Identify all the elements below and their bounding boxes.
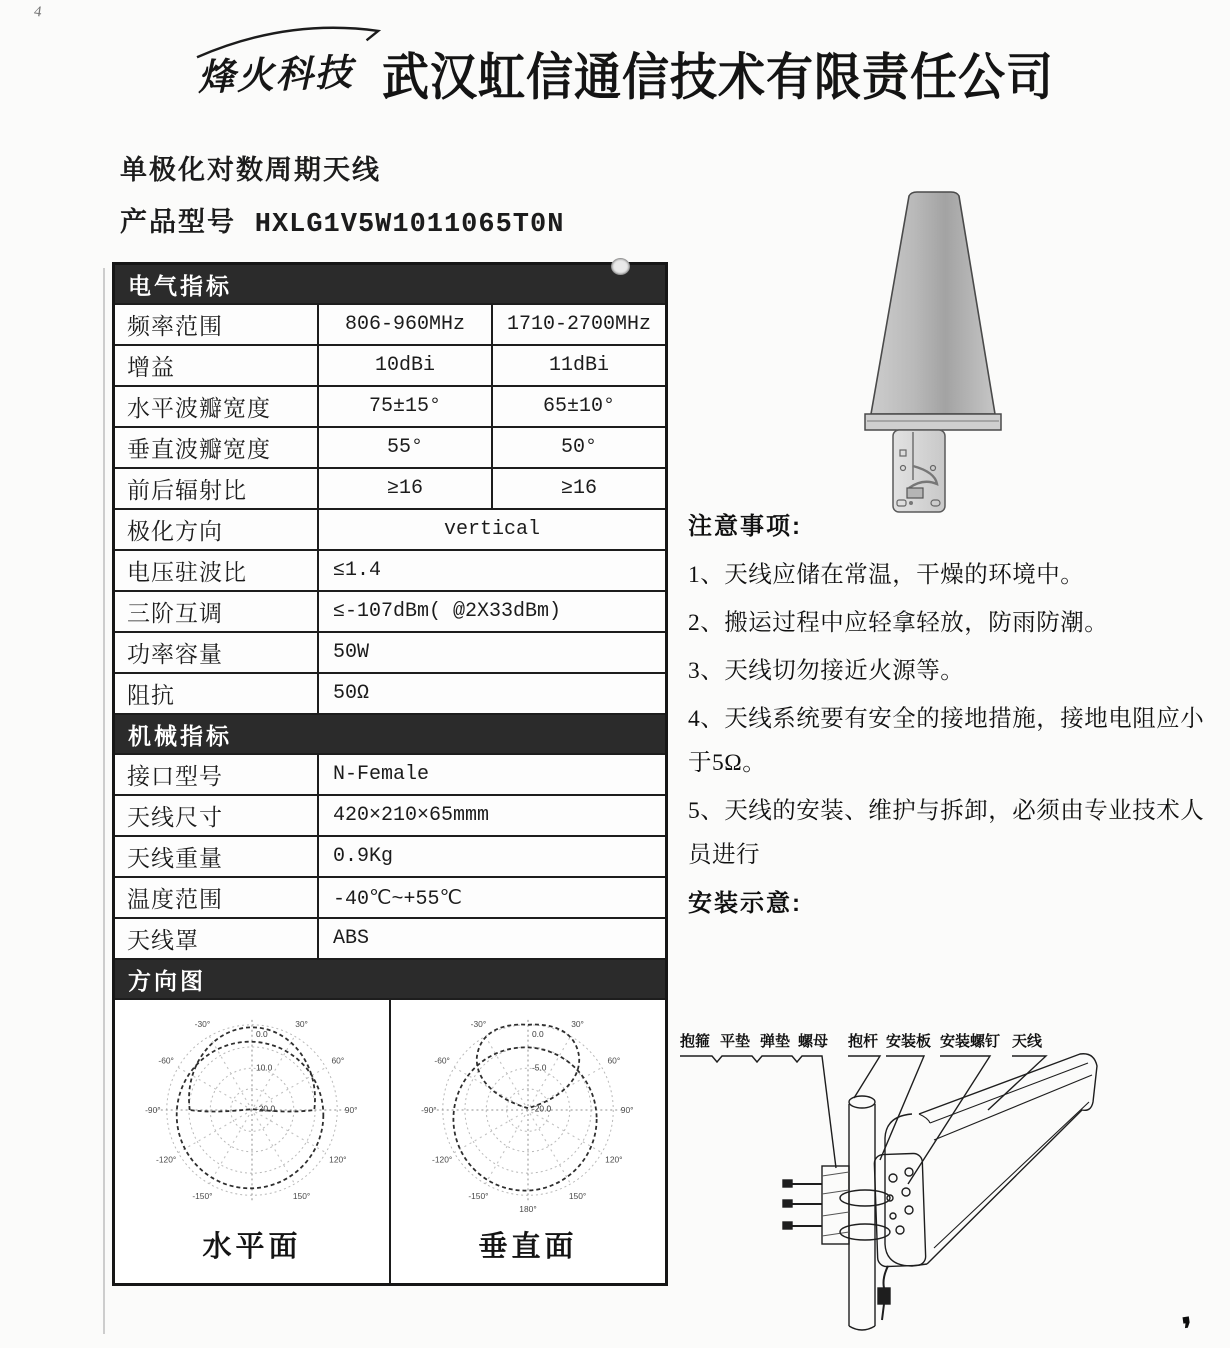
model-label: 产品型号 xyxy=(120,207,236,237)
horizontal-plane-polar-chart xyxy=(138,1010,366,1222)
table-row xyxy=(115,631,665,672)
install-label-nut: 螺母 xyxy=(798,1033,829,1050)
scan-edge-line xyxy=(103,268,105,1334)
logo-swoosh-icon xyxy=(192,19,388,60)
install-label-antenna: 天线 xyxy=(1012,1033,1043,1050)
install-title: 安装示意: xyxy=(688,890,802,917)
polar-angle-label: -90° xyxy=(421,1105,437,1116)
row-value: -40℃~+55℃ xyxy=(333,887,462,911)
row-value: 50W xyxy=(333,641,370,664)
row-value: vertical xyxy=(443,518,540,541)
row-value: 0.9Kg xyxy=(333,845,394,868)
polar-radial-label: -5.0 xyxy=(531,1062,547,1073)
polar-angle-label: 150° xyxy=(568,1190,587,1201)
polar-angle-label: -120° xyxy=(432,1154,453,1165)
row-label: 天线罩 xyxy=(115,919,319,958)
row-label: 频率范围 xyxy=(115,305,319,344)
polar-angle-label: -90° xyxy=(145,1105,161,1116)
row-label: 天线尺寸 xyxy=(115,796,319,835)
row-value: 65±10° xyxy=(491,387,665,426)
row-label: 接口型号 xyxy=(115,755,319,794)
row-label: 三阶互调 xyxy=(115,592,319,631)
polar-radial-label: -20.0 xyxy=(255,1103,276,1114)
row-label: 前后辐射比 xyxy=(115,469,319,508)
row-value: 1710-2700MHz xyxy=(491,305,665,344)
row-label: 功率容量 xyxy=(115,633,319,672)
row-label: 水平波瓣宽度 xyxy=(115,387,319,426)
polar-radial-label: 10.0 xyxy=(255,1062,273,1073)
row-value: 806-960MHz xyxy=(344,313,466,336)
radiation-pattern-row xyxy=(115,998,665,1283)
pattern-caption: 垂直面 xyxy=(478,1231,578,1263)
antenna-product-photo xyxy=(853,188,1013,520)
polar-angle-label: 90° xyxy=(344,1105,358,1116)
table-row xyxy=(115,303,665,344)
table-row xyxy=(115,344,665,385)
installation-diagram xyxy=(672,1026,1230,1344)
product-model-line xyxy=(120,200,564,240)
table-row xyxy=(115,590,665,631)
antenna-mount-plate xyxy=(893,430,945,512)
antenna-connector xyxy=(907,488,923,498)
polar-radial-label: 0.0 xyxy=(531,1029,544,1040)
row-value: ≥16 xyxy=(491,469,665,508)
notes-list xyxy=(688,553,1218,877)
model-value: HXLG1V5W1011065T0N xyxy=(254,210,565,240)
polar-angle-label: 30° xyxy=(295,1019,308,1030)
table-row xyxy=(115,835,665,876)
row-label: 增益 xyxy=(115,346,319,385)
row-value: ≤1.4 xyxy=(333,559,382,582)
row-value: 75±15° xyxy=(368,395,441,418)
pattern-cell-horizontal xyxy=(115,1000,389,1283)
note-item: 3、天线切勿接近火源等。 xyxy=(688,658,965,684)
install-label-pole: 抱杆 xyxy=(848,1033,879,1050)
company-name: 武汉虹信通信技术有限责任公司 xyxy=(382,48,1054,106)
polar-angle-label: -120° xyxy=(156,1154,177,1165)
row-value: 420×210×65mmm xyxy=(333,804,490,827)
pattern-caption: 水平面 xyxy=(202,1231,302,1263)
install-label-flat-washer: 平垫 xyxy=(720,1033,751,1050)
spec-table-sections xyxy=(115,265,665,998)
notes-title: 注意事项: xyxy=(688,513,802,540)
polar-angle-label: -150° xyxy=(192,1190,213,1201)
polar-angle-label: 60° xyxy=(607,1055,621,1066)
antenna-radome xyxy=(865,192,1001,430)
scan-comma-mark: ❜ xyxy=(1180,1312,1195,1347)
section-header: 机械指标 xyxy=(115,713,665,753)
polar-angle-label: -30° xyxy=(194,1019,211,1030)
polar-angle-label: 180° xyxy=(519,1204,537,1215)
section-header: 方向图 xyxy=(115,958,665,998)
table-row xyxy=(115,794,665,835)
polar-angle-label: -60° xyxy=(434,1055,450,1066)
row-value: 10dBi xyxy=(374,354,435,377)
row-value: ≥16 xyxy=(386,477,423,500)
row-label: 天线重量 xyxy=(115,837,319,876)
table-row xyxy=(115,917,665,958)
row-value: 11dBi xyxy=(491,346,665,385)
scan-corner-mark: 4 xyxy=(32,3,43,21)
product-title: 单极化对数周期天线 xyxy=(120,155,381,185)
row-label: 温度范围 xyxy=(115,878,319,917)
company-logo xyxy=(197,41,385,127)
install-label-clamp: 抱箍 xyxy=(680,1033,711,1050)
polar-angle-label: -60° xyxy=(158,1055,174,1066)
row-value: 55° xyxy=(386,436,423,459)
polar-angle-label: 120° xyxy=(329,1154,347,1165)
spec-table xyxy=(112,262,668,1286)
table-row xyxy=(115,672,665,713)
polar-angle-label: -30° xyxy=(470,1019,487,1030)
logo-text: 烽火科技 xyxy=(196,49,355,100)
install-label-mount-screws: 安装螺钉 xyxy=(940,1033,1001,1050)
polar-angle-label: 60° xyxy=(331,1055,345,1066)
polar-radial-label: 0.0 xyxy=(255,1029,268,1040)
table-row xyxy=(115,753,665,794)
table-row xyxy=(115,508,665,549)
row-value: N-Female xyxy=(333,763,430,786)
install-label-mount-plate: 安装板 xyxy=(886,1033,932,1050)
row-value: ABS xyxy=(333,927,370,950)
row-label: 电压驻波比 xyxy=(115,551,319,590)
notes-section xyxy=(688,506,1218,918)
polar-angle-label: -150° xyxy=(468,1190,489,1201)
row-value: 50° xyxy=(491,428,665,467)
table-row xyxy=(115,426,665,467)
install-label-spring-washer: 弹垫 xyxy=(760,1033,791,1050)
scan-artifact-dot xyxy=(611,258,630,275)
polar-angle-label: 90° xyxy=(620,1105,634,1116)
pattern-cell-vertical xyxy=(389,1000,665,1283)
note-item: 4、天线系统要有安全的接地措施，接地电阻应小于5Ω。 xyxy=(688,706,1205,776)
row-value: ≤-107dBm( @2X33dBm) xyxy=(333,600,562,623)
polar-angle-label: 150° xyxy=(292,1190,311,1201)
row-label: 极化方向 xyxy=(115,510,319,549)
polar-radial-label: -20.0 xyxy=(531,1103,552,1114)
section-header: 电气指标 xyxy=(115,265,665,303)
row-label: 阻抗 xyxy=(115,674,319,713)
note-item: 1、天线应储在常温，干燥的环境中。 xyxy=(688,562,1085,588)
table-row xyxy=(115,549,665,590)
table-row xyxy=(115,467,665,508)
row-label: 垂直波瓣宽度 xyxy=(115,428,319,467)
polar-angle-label: 30° xyxy=(571,1019,584,1030)
row-value: 50Ω xyxy=(333,682,370,705)
table-row xyxy=(115,876,665,917)
vertical-plane-polar-chart xyxy=(414,1010,642,1222)
note-item: 2、搬运过程中应轻拿轻放，防雨防潮。 xyxy=(688,610,1109,636)
polar-angle-label: 120° xyxy=(605,1154,623,1165)
table-row xyxy=(115,385,665,426)
note-item: 5、天线的安装、维护与拆卸，必须由专业技术人员进行 xyxy=(688,798,1205,868)
